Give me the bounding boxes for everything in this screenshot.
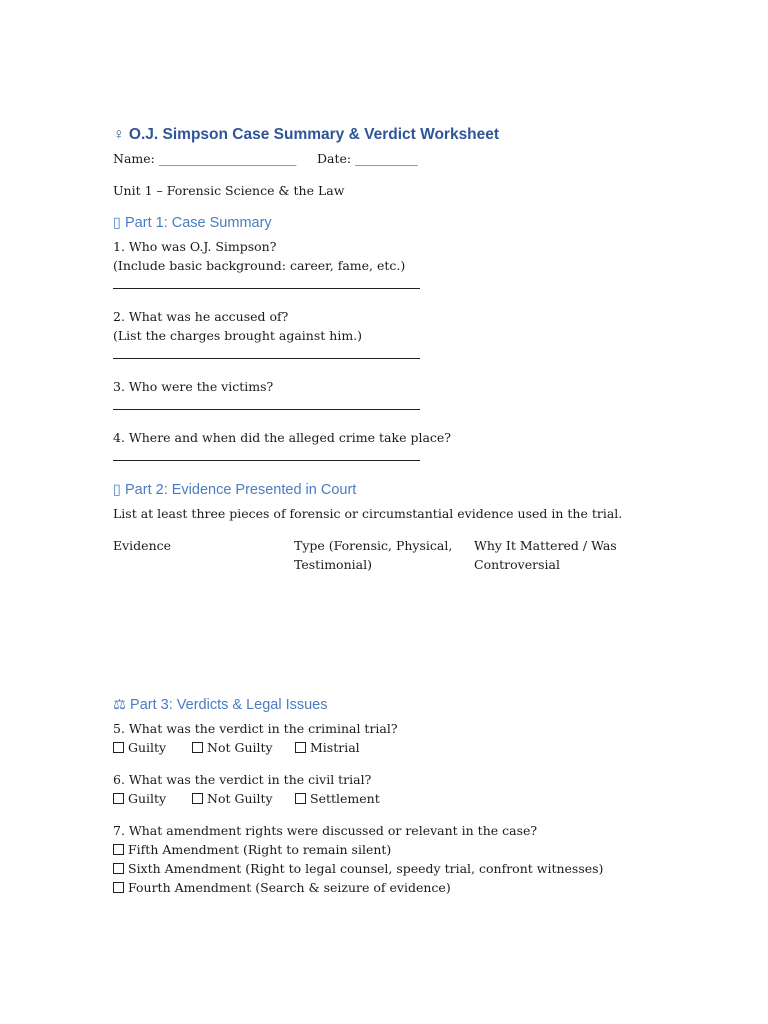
checkbox-icon[interactable]: [113, 844, 124, 855]
name-field[interactable]: Name: ______________________: [113, 151, 297, 166]
table-header-type: Type (Forensic, Physical,: [294, 538, 453, 553]
table-header-why-cont: Controversial: [474, 557, 560, 572]
question-5: 5. What was the verdict in the criminal trial?: [113, 721, 398, 736]
question-3: 3. Who were the victims?: [113, 379, 274, 394]
checkbox-icon[interactable]: [192, 793, 203, 804]
q5-option-guilty[interactable]: Guilty: [113, 738, 166, 757]
answer-line-3[interactable]: [113, 409, 420, 410]
checkbox-icon[interactable]: [113, 793, 124, 804]
q5-option-not-guilty[interactable]: Not Guilty: [192, 738, 273, 757]
checkbox-icon[interactable]: [192, 742, 203, 753]
answer-line-2[interactable]: [113, 358, 420, 359]
question-1: 1. Who was O.J. Simpson?: [113, 239, 277, 254]
part1-heading: ▯ Part 1: Case Summary: [113, 215, 272, 231]
answer-line-4[interactable]: [113, 460, 420, 461]
unit-label: Unit 1 – Forensic Science & the Law: [113, 183, 345, 198]
part3-heading: ⚖ Part 3: Verdicts & Legal Issues: [113, 697, 328, 713]
q6-option-guilty[interactable]: Guilty: [113, 789, 166, 808]
q6-option-settlement[interactable]: Settlement: [295, 789, 380, 808]
question-6: 6. What was the verdict in the civil trial?: [113, 772, 372, 787]
part2-heading: ▯ Part 2: Evidence Presented in Court: [113, 482, 357, 498]
table-header-evidence: Evidence: [113, 538, 172, 553]
question-1-hint: (Include basic background: career, fame, etc.): [113, 258, 406, 273]
question-4: 4. Where and when did the alleged crime take place?: [113, 430, 452, 445]
checkbox-icon[interactable]: [113, 882, 124, 893]
q7-option-sixth[interactable]: Sixth Amendment (Right to legal counsel, speedy trial, confront witnesses): [113, 859, 603, 878]
table-header-type-cont: Testimonial): [294, 557, 372, 572]
answer-line-1[interactable]: [113, 288, 420, 289]
date-field[interactable]: Date: __________: [317, 151, 418, 166]
q7-option-fourth[interactable]: Fourth Amendment (Search & seizure of evidence): [113, 878, 451, 897]
table-header-why: Why It Mattered / Was: [474, 538, 617, 553]
q7-option-fifth[interactable]: Fifth Amendment (Right to remain silent): [113, 840, 391, 859]
q6-option-not-guilty[interactable]: Not Guilty: [192, 789, 273, 808]
question-2-hint: (List the charges brought against him.): [113, 328, 363, 343]
checkbox-icon[interactable]: [295, 742, 306, 753]
question-2: 2. What was he accused of?: [113, 309, 289, 324]
checkbox-icon[interactable]: [113, 742, 124, 753]
worksheet-title: ♀ O.J. Simpson Case Summary & Verdict Worksheet: [113, 126, 500, 143]
checkbox-icon[interactable]: [113, 863, 124, 874]
checkbox-icon[interactable]: [295, 793, 306, 804]
part2-instruction: List at least three pieces of forensic or circumstantial evidence used in the trial.: [113, 506, 623, 521]
question-7: 7. What amendment rights were discussed or relevant in the case?: [113, 823, 538, 838]
q5-option-mistrial[interactable]: Mistrial: [295, 738, 360, 757]
